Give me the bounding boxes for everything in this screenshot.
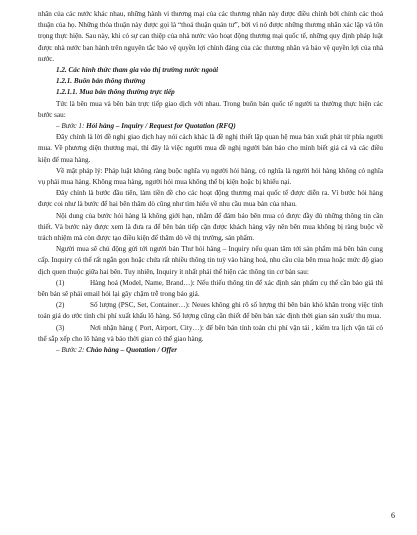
step-2-prefix: – Bước 2: bbox=[56, 346, 87, 355]
paragraph: Đây chính là lời đề nghị giao dịch hay nói cách khác là đề nghị thiết lập quan hệ mua bán xuất phát từ phía người mua. Về phương diện thương mại, thì đây là việc người mua đề nghị người bán báo cho mình biết giá cả và các điều kiện để mua hàng. bbox=[38, 133, 383, 164]
paragraph: Về mặt pháp lý: Pháp luật không ràng buộc nghĩa vụ người hỏi hàng, có nghĩa là người hỏi hàng không có nghĩa vụ phải mua hàng. Không mua hàng, người hỏi mua không thể bị kiện hoặc bị khiếu nại. bbox=[38, 166, 383, 187]
list-item-number: (3) bbox=[56, 323, 65, 332]
section-heading-1-2-1: 1.2.1. Buôn bán thông thường bbox=[56, 77, 146, 86]
paragraph: Tức là bên mua và bên bán trực tiếp giao dịch với nhau. Trong buôn bán quốc tế người ta thường thực hiện các bước sau: bbox=[38, 99, 383, 119]
step-1-prefix: – Bước 1: bbox=[56, 122, 87, 131]
list-item-text: Hàng hoá (Model, Name, Brand…): Nếu thiếu thông tin để xác định sản phẩm cụ thể cần báo giá thì bên bán sẽ phải email hỏi lại gây chậm trễ trong báo giá. bbox=[38, 278, 383, 299]
section-heading-1-2-1-1: 1.2.1.1. Mua bán thông thường trực tiếp bbox=[56, 88, 175, 97]
step-2-heading bbox=[38, 345, 383, 356]
list-item-number: (2) bbox=[56, 301, 65, 310]
paragraph: nhân của các nước khác nhau, những hành vi thương mại của các thương nhân này được điều chỉnh bởi chính các thoả thuận của họ. Những thỏa thuận này được gọi là “thoả thuận quán tư”, bởi vì nó được những thương nhân xác lập và tôn trọng thực hiện. Sau này, khi có sự can thiệp của nhà nước vào hoạt động thương mại quốc tế, những quy định pháp luật được nhà nước ban hành trên nguyên tắc bảo vệ quyền lợi chính đáng của các thương nhân và bảo vệ quyền lợi của nhà nước. bbox=[38, 10, 383, 63]
list-item bbox=[38, 323, 383, 345]
page-body bbox=[38, 9, 383, 356]
list-item-number: (1) bbox=[56, 278, 65, 287]
paragraph: Nội dung của bước hỏi hàng là không giới hạn, nhằm để đảm bảo bên mua có được đầy đủ những thông tin cần thiết. Và bước này được xem là đưa ra để bên bán tiếp cận được khách hàng vậy nên bên mua không bị ràng buộc về trách nhiệm mà còn được tạo điều kiện để thăm dò về thị trường, sản phẩm. bbox=[38, 211, 383, 243]
section-heading-1-2: 1.2. Các hình thức tham gia vào thị trường nước ngoài bbox=[56, 66, 219, 75]
paragraph: Người mua sẽ chủ động gửi tới người bán Thư hỏi hàng – Inquiry nếu quan tâm tới sản phẩm mà bên bán cung cấp. Inquiry có thể rất ngắn gọn hoặc chứa rất nhiều thông tin tuỳ vào hàng hoá, nhu cầu của bên mua hoặc mức độ giao dịch quen thuộc giữa hai bên. Tuy nhiên, Inquiry ít nhất phải thể hiện các thông tin cơ bản sau: bbox=[38, 245, 383, 276]
step-1-title: Hỏi hàng – Inquiry / Request for Quotation (RFQ) bbox=[86, 122, 236, 131]
list-item-text: Số lượng (PSC, Set, Container…): Neues không ghi rõ số lượng thì bên bán khó khăn trong việc tính toán giá do ước tính chi phí xuất khẩu lô hàng. Số lượng cũng cần thiết để bên bán xác định thời gian sản xuất/ thu mua. bbox=[38, 301, 383, 321]
page-number: 6 bbox=[391, 511, 395, 520]
paragraph: Đây chính là bước đầu tiên, làm tiền đề cho các hoạt động thương mại quốc tế được diễn ra. Vì bước hỏi hàng được coi như là bước để hai bên thăm dò cũng như tìm hiểu về nhu cầu mua bán của nhau. bbox=[38, 189, 383, 209]
step-1-heading bbox=[38, 121, 383, 132]
step-2-title: Chào hàng – Quotation / Offer bbox=[86, 346, 178, 355]
list-item bbox=[38, 300, 383, 322]
list-item-text: Nơi nhận hàng ( Port, Airport, City…): để bên bán tính toán chi phí vận tải , kiểm tra lịch vận tải có thể sắp xếp cho lô hàng và báo thời gian có thể giao hàng. bbox=[38, 323, 383, 343]
list-item bbox=[38, 278, 383, 300]
